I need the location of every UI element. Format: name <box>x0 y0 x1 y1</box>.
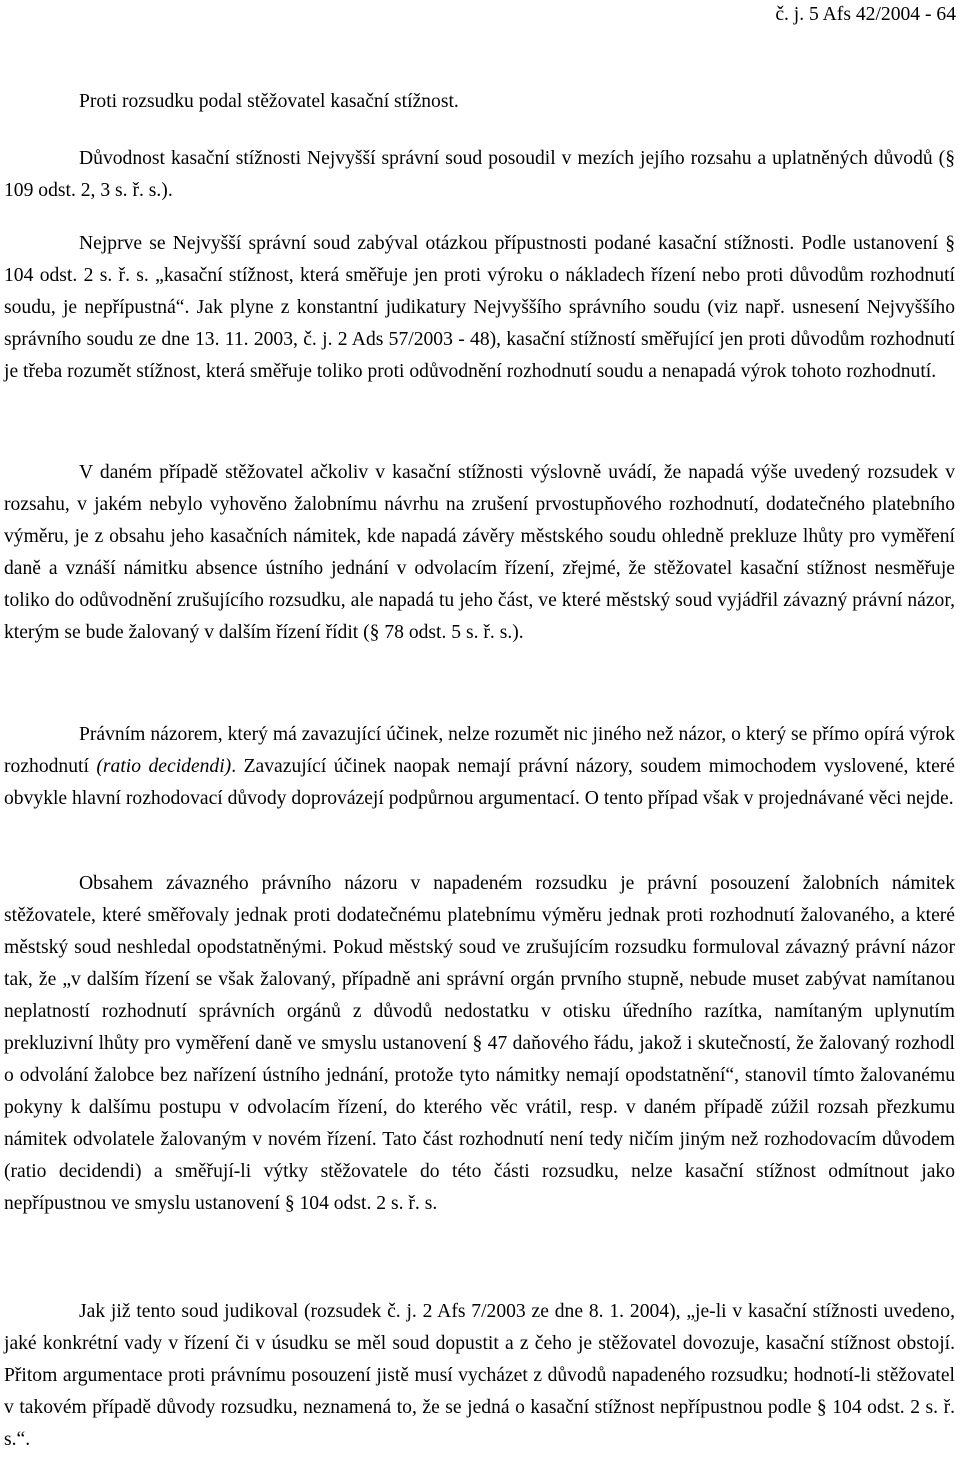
paragraph-6: Obsahem závazného právního názoru v napadeném rozsudku je právní posouzení žalobních námitek stěžovatele, které směřovaly jednak proti dodatečnému platebnímu výměru jednak proti rozhodnutí žalovaného, a které městský soud neshledal opodstatněnými. Pokud městský soud ve zrušujícím rozsudku formuloval závazný právní názor tak, že „v dalším řízení se však žalovaný, případně ani správní orgán prvního stupně, nebude muset zabývat namítanou neplatností rozhodnutí správních orgánů z důvodů nedostatku v otisku úředního razítka, namítaným uplynutím prekluzivní lhůty pro vyměření daně ve smyslu ustanovení § 47 daňového řádu, jakož i skutečností, že žalovaný rozhodl o odvolání žalobce bez nařízení ústního jednání, protože tyto námitky nemají opodstatnění“, stanovil tímto žalovanému pokyny k dalšímu postupu v odvolacím řízení, do kterého věc vrátil, resp. v daném případě zúžil rozsah přezkumu námitek odvolatele žalovaným v novém řízení. Tato část rozhodnutí není tedy ničím jiným než rozhodovacím důvodem (ratio decidendi) a směřují-li výtky stěžovatele do této části rozsudku, nelze kasační stížnost odmítnout jako nepřípustnou ve smyslu ustanovení § 104 odst. 2 s. ř. s. <box>4 873 955 1214</box>
paragraph-5-part-c: . Zavazující účinek naopak nemají právní názory, soudem mimochodem vyslovené, které obvykle hlavní rozhodovací důvody doprovázejí podpůrnou argumentací. O tento případ však v projednávané věci nejde. <box>4 756 955 809</box>
paragraph-2: Důvodnost kasační stížnosti Nejvyšší správní soud posoudil v mezích jejího rozsahu a uplatněných důvodů (§ 109 odst. 2, 3 s. ř. s.). <box>4 148 955 201</box>
case-number-header: č. j. 5 Afs 42/2004 - 64 <box>775 4 956 25</box>
paragraph-4: V daném případě stěžovatel ačkoliv v kasační stížnosti výslovně uvádí, že napadá výše uvedený rozsudek v rozsahu, v jakém nebylo vyhověno žalobnímu návrhu na zrušení prvostupňového rozhodnutí, dodatečného platebního výměru, je z obsahu jeho kasačních námitek, kde napadá závěry městského soudu ohledně prekluze lhůty pro vyměření daně a vznáší námitku absence ústního jednání v odvolacím řízení, zřejmé, že stěžovatel kasační stížnost nesměřuje toliko do odůvodnění zrušujícího rozsudku, ale napadá tu jeho část, ve které městský soud vyjádřil závazný právní názor, kterým se bude žalovaný v dalším řízení řídit (§ 78 odst. 5 s. ř. s.). <box>4 462 955 643</box>
paragraph-5-part-a: Právním názorem, který má zavazující účinek, nelze rozumět nic jiného než názor, o který se přímo opírá výrok rozhodnutí <box>4 724 955 777</box>
paragraph-5 <box>4 719 955 815</box>
paragraph-1: Proti rozsudku podal stěžovatel kasační stížnost. <box>79 91 459 112</box>
paragraph-7: Jak již tento soud judikoval (rozsudek č. j. 2 Afs 7/2003 ze dne 8. 1. 2004), „je-li v kasační stížnosti uvedeno, jaké konkrétní vady v řízení či v úsudku se měl soud dopustit a z čeho je stěžovatel dovozuje, kasační stížnost obstojí. Přitom argumentace proti právnímu posouzení jistě musí vycházet z důvodů napadeného rozsudku; hodnotí-li stěžovatel v takovém případě důvody rozsudku, neznamená to, že se jedná o kasační stížnost nepřípustnou podle § 104 odst. 2 s. ř. s.“. <box>4 1301 955 1450</box>
paragraph-3: Nejprve se Nejvyšší správní soud zabýval otázkou přípustnosti podané kasační stížnosti. Podle ustanovení § 104 odst. 2 s. ř. s. „kasační stížnost, která směřuje jen proti výroku o nákladech řízení nebo proti důvodům rozhodnutí soudu, je nepřípustná“. Jak plyne z konstantní judikatury Nejvyššího správního soudu (viz např. usnesení Nejvyššího správního soudu ze dne 13. 11. 2003, č. j. 2 Ads 57/2003 - 48), kasační stížností směřující jen proti důvodům rozhodnutí je třeba rozumět stížnost, která směřuje toliko proti odůvodnění rozhodnutí soudu a nenapadá výrok tohoto rozhodnutí. <box>4 233 955 382</box>
paragraph-5-ratio-decidendi: (ratio decidendi) <box>96 756 232 777</box>
